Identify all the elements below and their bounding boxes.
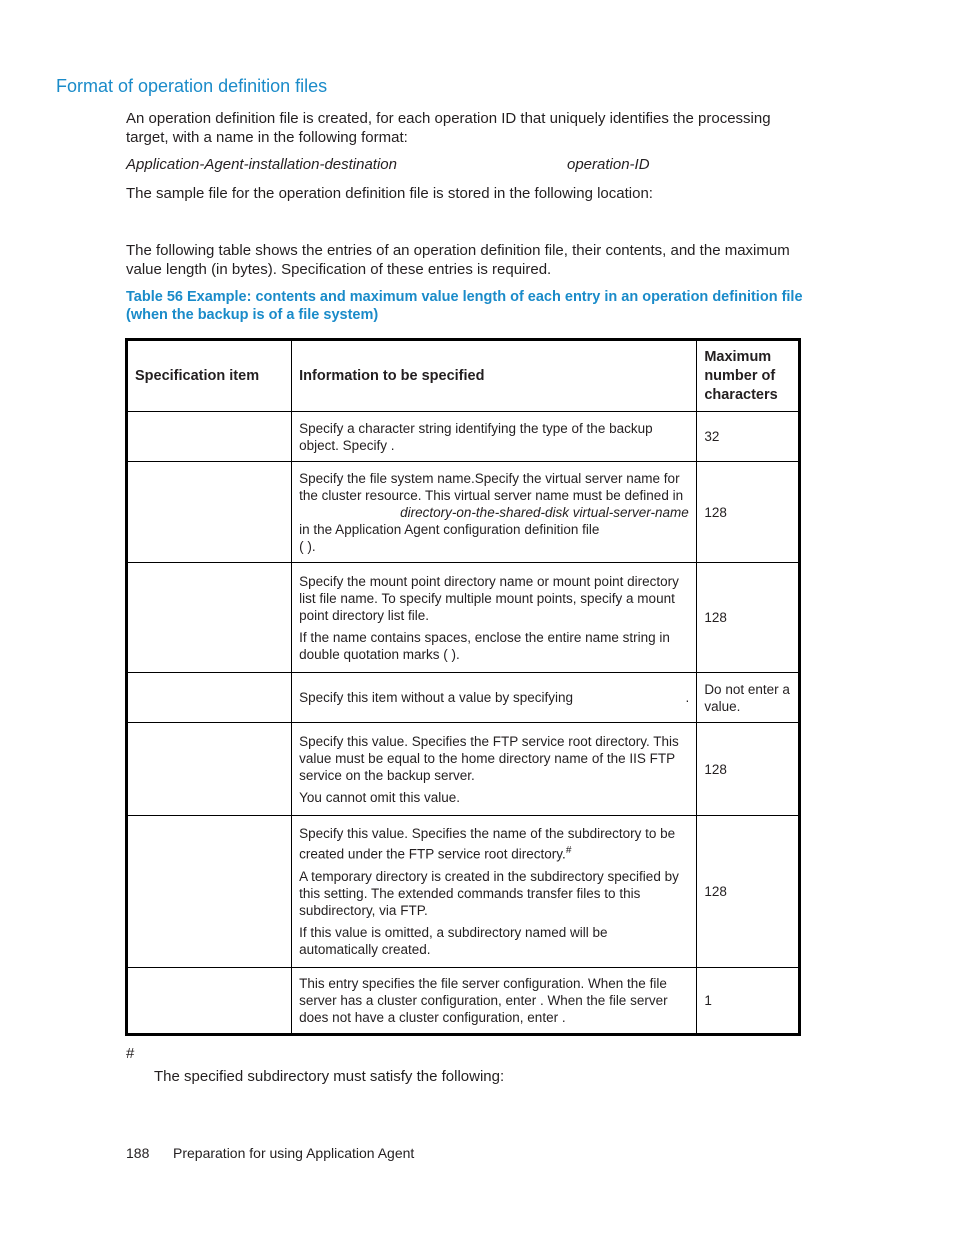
row-item [127,563,292,673]
section-title: Format of operation definition files [56,76,328,96]
row-info-text: ( ). [299,538,316,554]
row-info [292,723,697,816]
row-item [127,723,292,816]
header-max-characters: Maximum number of characters [697,340,800,412]
row-info-text: If the name contains spaces, enclose the entire name string in double quotation marks ( ). [299,629,670,662]
sample-location-text: The sample file for the operation definition file is stored in the following location: [126,185,653,202]
row-item [127,412,292,462]
row-item [127,968,292,1035]
row-info-text: Specify a character string identifying the type of the backup object. Specify . [299,420,653,453]
row-info-italic-path: directory-on-the-shared-disk virtual-server-name [400,504,689,520]
table-row [127,462,800,563]
running-footer-title: Preparation for using Application Agent [173,1145,415,1161]
table-row [127,968,800,1035]
row-info-text-with-note [299,825,689,863]
row-max: Do not enter a value. [697,673,800,723]
table-row [127,816,800,968]
row-info-text: Specify the file system name.Specify the virtual server name for the cluster resource. This virtual server name must be defined in [299,470,684,503]
header-information: Information to be specified [292,340,697,412]
row-max: 1 [697,968,800,1035]
row-info-text: If this value is omitted, a subdirectory named will be automatically created. [299,924,608,957]
row-info [292,563,697,673]
row-info [292,968,697,1035]
table-caption: Table 56 Example: contents and maximum value length of each entry in an operation definition file (when the backup is of a file system) [126,289,803,323]
row-info-text: Specify this value. Specifies the name of the subdirectory to be created under the FTP service root directory. [299,826,676,862]
table-row [127,673,800,723]
row-info-text: Specify this value. Specifies the FTP service root directory. This value must be equal to the home directory name of the IIS FTP service on the backup server. [299,733,679,783]
row-max: 128 [697,462,800,563]
table-row [127,563,800,673]
footnote-text: The specified subdirectory must satisfy the following: [154,1068,505,1085]
row-max: 32 [697,412,800,462]
row-item [127,816,292,968]
row-info-text: A temporary directory is created in the subdirectory specified by this setting. The extended commands transfer files to this subdirectory, via FTP. [299,868,679,918]
table-row [127,723,800,816]
row-info [292,412,697,462]
footnote-reference: # [565,845,572,857]
table-intro: The following table shows the entries of an operation definition file, their contents, and the maximum value length (in bytes). Specification of these entries is required. [126,242,790,278]
row-info-text: in the Application Agent configuration definition file [299,521,600,537]
row-info-text: Specify the mount point directory name or mount point directory list file name. To specify multiple mount points, specify a mount point directory list file. [299,573,679,623]
row-info [292,462,697,563]
row-info [292,673,697,723]
intro-paragraph: An operation definition file is created, for each operation ID that uniquely identifies the processing target, with a name in the following format: [126,110,771,146]
row-info-text: You cannot omit this value. [299,789,461,805]
row-item [127,462,292,563]
format-part-1: Application-Agent-installation-destination [126,156,397,173]
row-max: 128 [697,563,800,673]
row-max: 128 [697,816,800,968]
footnote-mark: # [126,1045,135,1062]
row-info [292,816,697,968]
header-specification-item: Specification item [127,340,292,412]
table-row [127,412,800,462]
page-number: 188 [126,1145,150,1161]
row-max: 128 [697,723,800,816]
table-header-row [127,340,800,412]
row-info-text: This entry specifies the file server configuration. When the file server has a cluster configuration, enter . When the file server does not have a cluster configuration, enter . [299,976,668,1025]
format-part-2: operation-ID [567,156,650,173]
row-item [127,673,292,723]
row-info-text: Specify this item without a value by specifying . [299,690,690,705]
specification-table [125,338,801,1036]
